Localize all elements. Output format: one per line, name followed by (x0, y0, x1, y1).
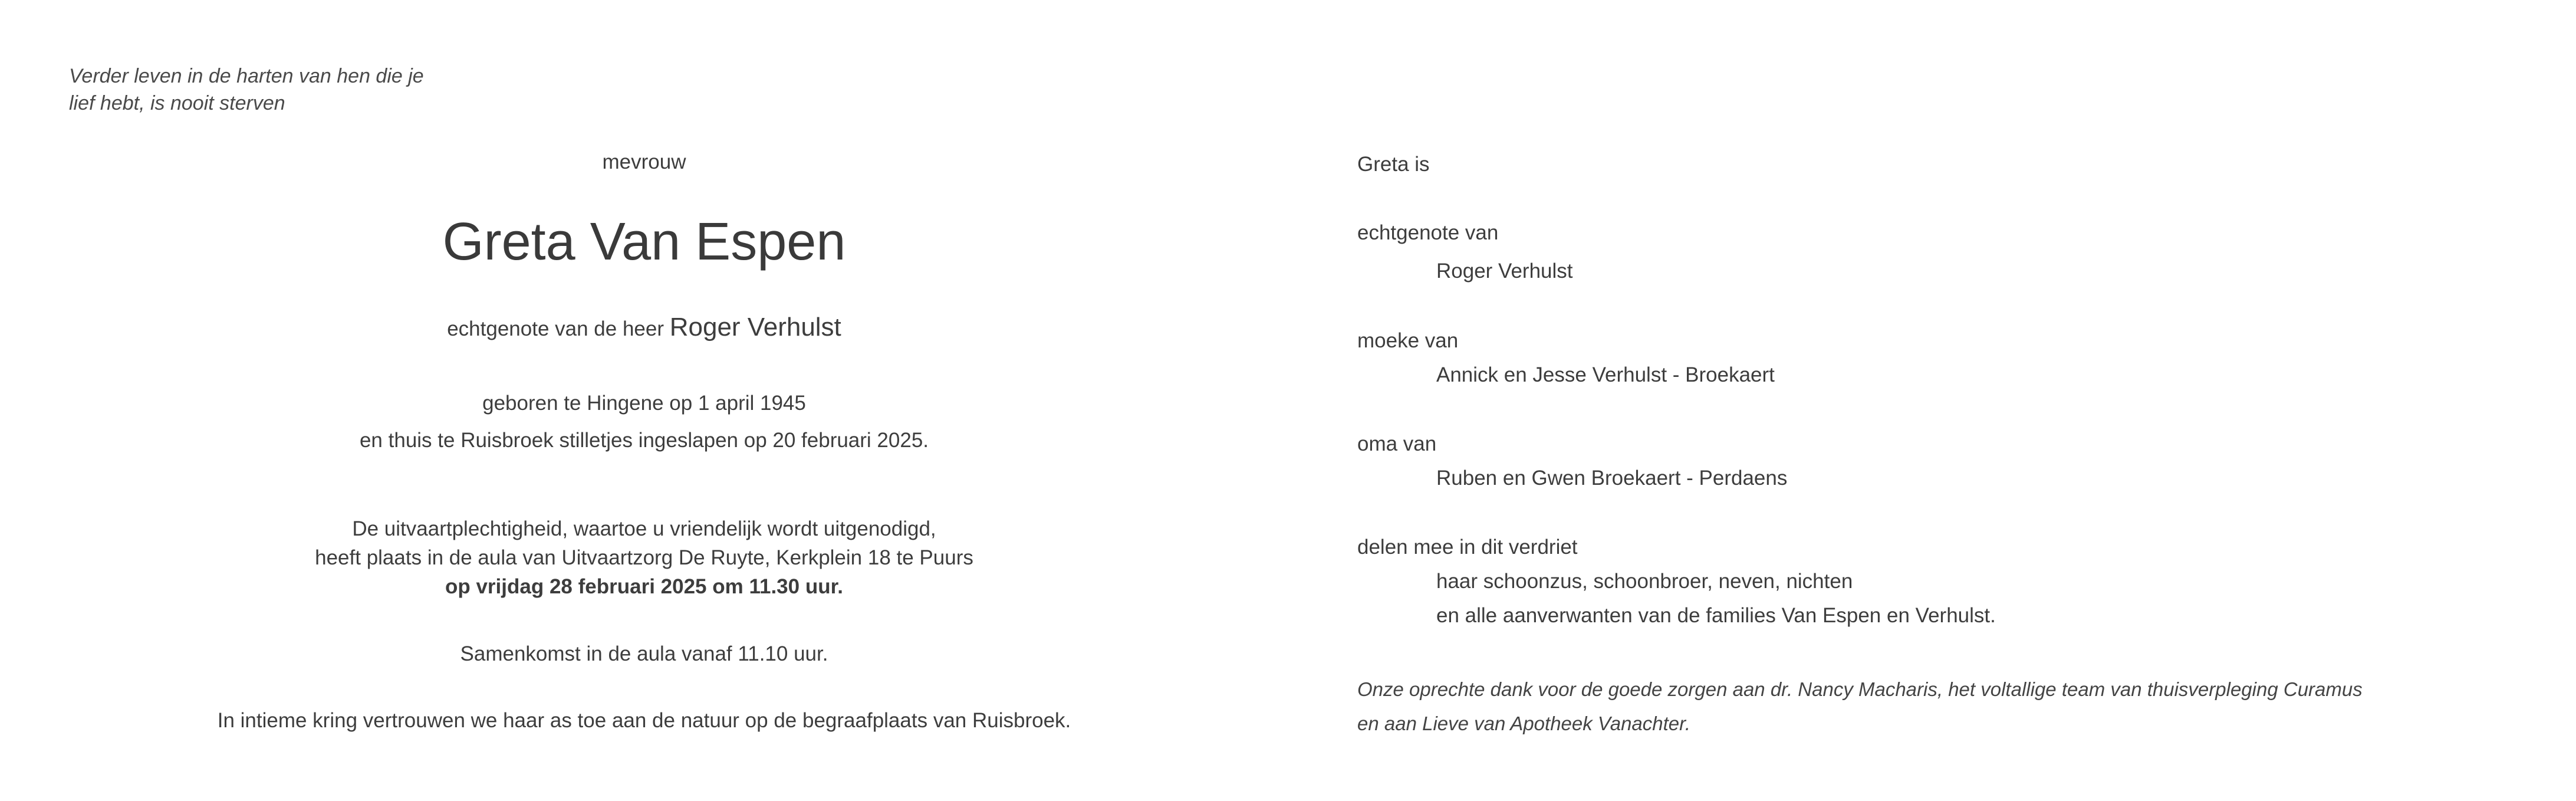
death-line: en thuis te Ruisbroek stilletjes ingeslapen op 20 februari 2025. (359, 429, 929, 452)
burial-line: In intieme kring vertrouwen we haar as toe aan de natuur op de begraafplaats van Ruisbroek. (217, 709, 1071, 732)
thanks-note (1357, 672, 2419, 741)
memorial-quote (69, 63, 482, 117)
deceased-name: Greta Van Espen (442, 212, 846, 271)
spouse-name: Roger Verhulst (669, 313, 841, 342)
relation-name: Roger Verhulst (1436, 260, 1573, 283)
family-intro: Greta is (1357, 153, 1430, 176)
quote-line: lief hebt, is nooit sterven (69, 92, 285, 114)
relation-label: oma van (1357, 432, 1437, 455)
funeral-line: De uitvaartplechtigheid, waartoe u vriendelijk wordt uitgenodigd, (352, 517, 936, 540)
spouse-line (0, 313, 1288, 343)
relation-name: Annick en Jesse Verhulst - Broekaert (1436, 363, 1775, 386)
birth-line: geboren te Hingene op 1 april 1945 (482, 392, 806, 415)
relation-name: en alle aanverwanten van de families Van Espen en Verhulst. (1436, 604, 1996, 627)
relation-label: moeke van (1357, 329, 1459, 352)
gathering-line: Samenkomst in de aula vanaf 11.10 uur. (460, 642, 828, 665)
relation-label: echtgenote van (1357, 221, 1499, 244)
relation-name: Ruben en Gwen Broekaert - Perdaens (1436, 467, 1788, 490)
honorific: mevrouw (602, 150, 686, 173)
funeral-date: op vrijdag 28 februari 2025 om 11.30 uur. (445, 575, 843, 598)
quote-line: Verder leven in de harten van hen die je (69, 65, 424, 87)
relation-label: delen mee in dit verdriet (1357, 536, 1578, 559)
thanks-line: en aan Lieve van Apotheek Vanachter. (1357, 713, 1691, 734)
spouse-prefix: echtgenote van de heer (447, 317, 664, 340)
thanks-line: Onze oprechte dank voor de goede zorgen aan dr. Nancy Macharis, het voltallige team van thuisverpleging Curamus (1357, 678, 2363, 700)
relation-name: haar schoonzus, schoonbroer, neven, nichten (1436, 570, 1853, 593)
funeral-location: heeft plaats in de aula van Uitvaartzorg De Ruyte, Kerkplein 18 te Puurs (315, 546, 973, 569)
